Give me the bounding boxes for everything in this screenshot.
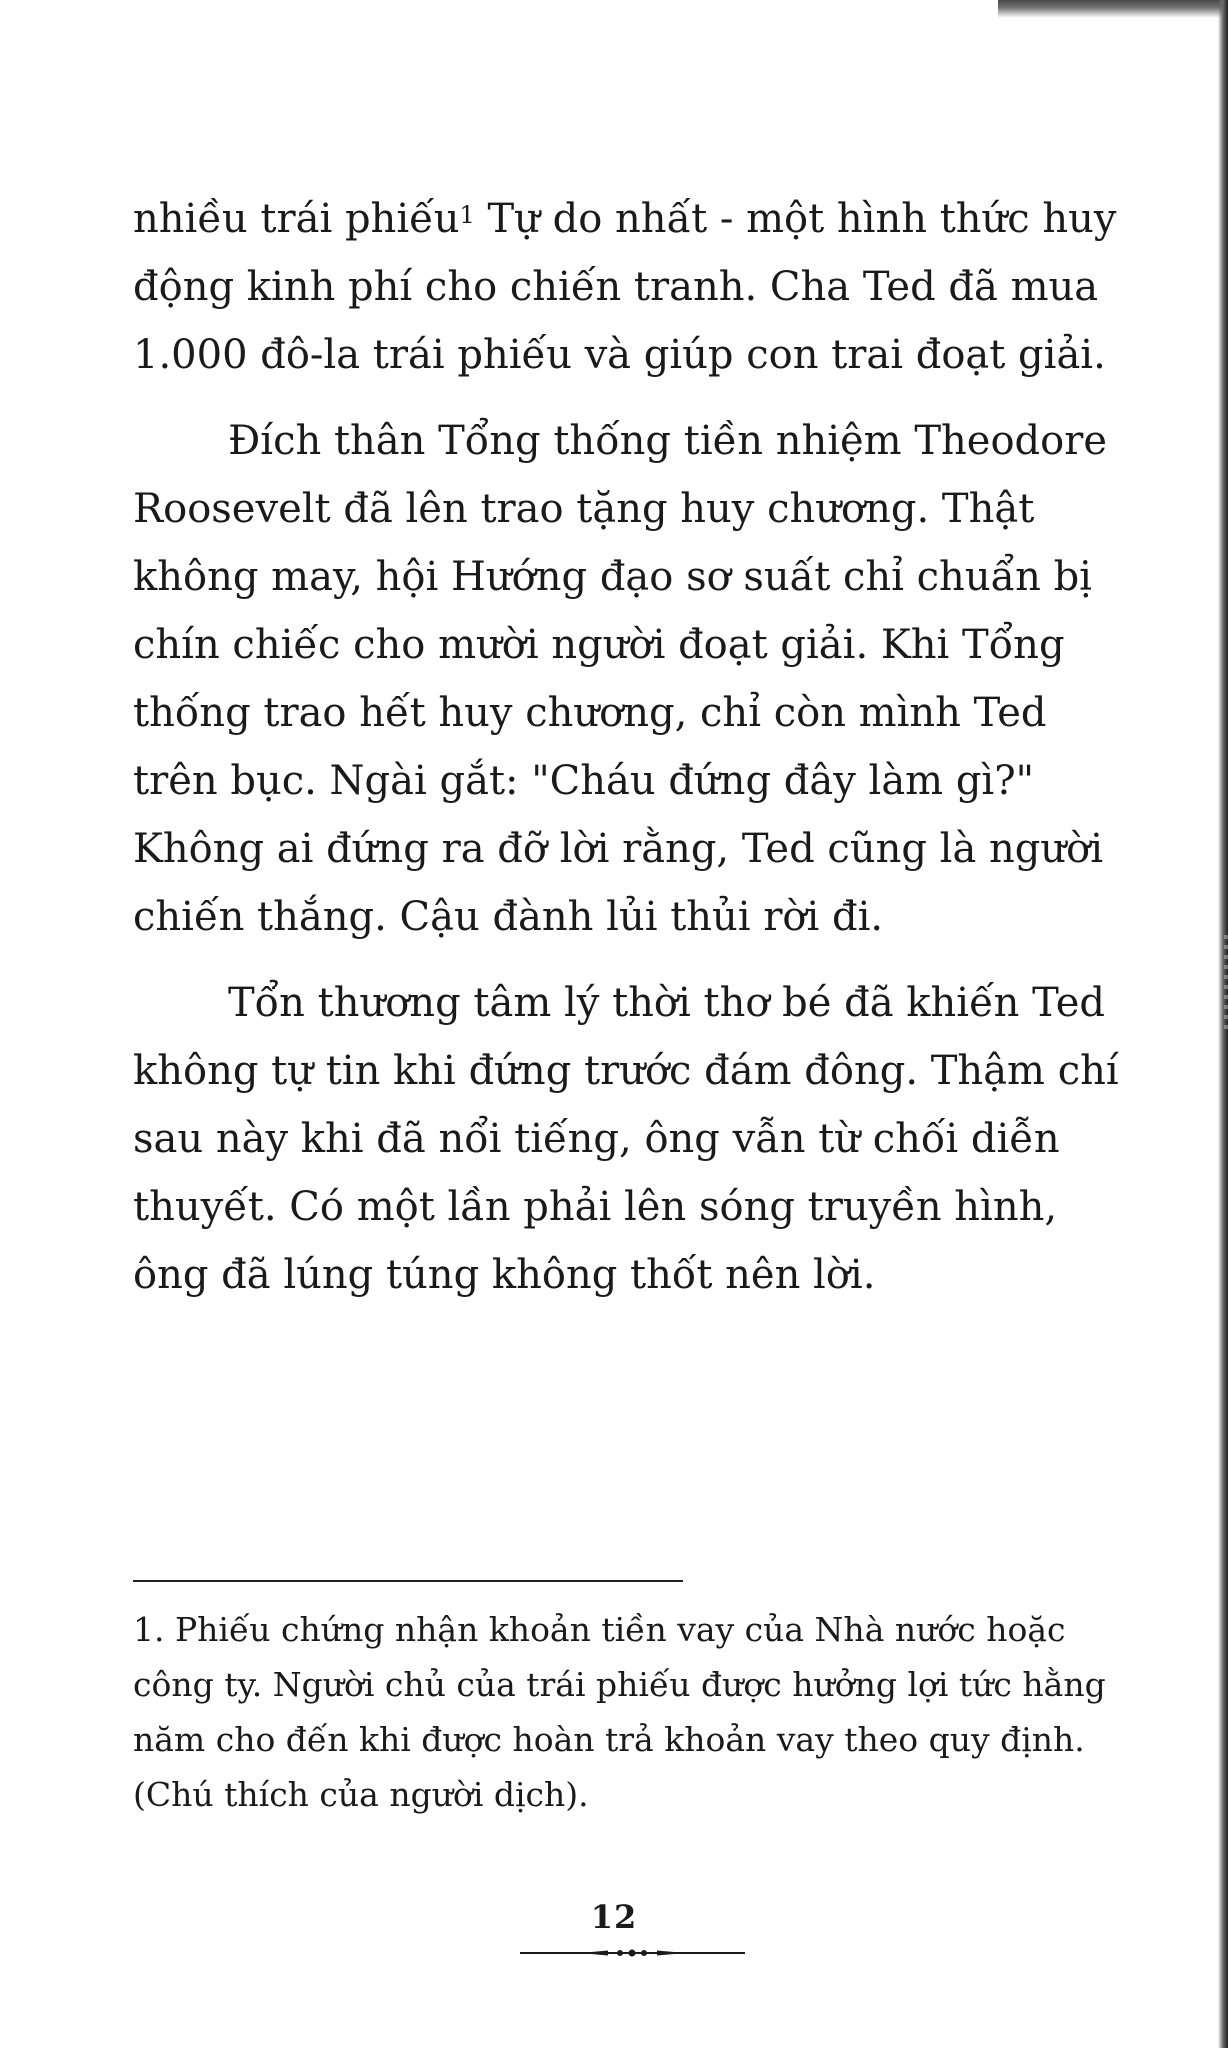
footnote-separator — [133, 1580, 683, 1582]
text-line: chín chiếc cho mười người đoạt giải. Khi Tổng — [133, 622, 1065, 668]
paragraph-3 — [133, 969, 1123, 1309]
scan-margin-mark — [1224, 935, 1228, 1035]
footnote — [133, 1602, 1123, 1822]
text-line: Roosevelt đã lên trao tặng huy chương. Thật — [133, 486, 1035, 532]
page-ornament — [520, 1948, 745, 1958]
page-number: 12 — [590, 1898, 638, 1936]
footnote-line: 1. Phiếu chứng nhận khoản tiền vay của Nhà nước hoặc — [133, 1610, 1066, 1649]
footnote-line: (Chú thích của người dịch). — [133, 1775, 589, 1814]
footnote-line: năm cho đến khi được hoàn trả khoản vay theo quy định. — [133, 1720, 1085, 1759]
text-line: 1.000 đô-la trái phiếu và giúp con trai đoạt giải. — [133, 332, 1106, 378]
text-line: Đích thân Tổng thống tiền nhiệm Theodore — [228, 418, 1108, 464]
text-line: Tổn thương tâm lý thời thơ bé đã khiến Ted — [228, 980, 1106, 1026]
text-line: chiến thắng. Cậu đành lủi thủi rời đi. — [133, 894, 884, 940]
text-line: thuyết. Có một lần phải lên sóng truyền hình, — [133, 1184, 1058, 1230]
text-line: Không ai đứng ra đỡ lời rằng, Ted cũng là người — [133, 826, 1104, 872]
text-line: trên bục. Ngài gắt: "Cháu đứng đây làm gì?" — [133, 758, 1035, 804]
text-line: ông đã lúng túng không thốt nên lời. — [133, 1252, 876, 1298]
footnote-reference[interactable]: 1 — [459, 201, 475, 229]
text-line: không tự tin khi đứng trước đám đông. Thậm chí — [133, 1048, 1119, 1094]
text-line: động kinh phí cho chiến tranh. Cha Ted đã mua — [133, 264, 1099, 310]
text-line: nhiều trái phiếu$^1$ Tự do nhất - một hình thức huy — [133, 196, 1117, 242]
text-line: không may, hội Hướng đạo sơ suất chỉ chuẩn bị — [133, 554, 1092, 600]
text-line: sau này khi đã nổi tiếng, ông vẫn từ chối diễn — [133, 1116, 1060, 1162]
paragraph-2 — [133, 407, 1123, 951]
page-body — [133, 185, 1123, 1309]
text-line: thống trao hết huy chương, chỉ còn mình Ted — [133, 690, 1047, 736]
paragraph-1 — [133, 185, 1123, 389]
scan-edge-top — [998, 0, 1228, 18]
footnote-line: công ty. Người chủ của trái phiếu được hưởng lợi tức hằng — [133, 1665, 1106, 1704]
